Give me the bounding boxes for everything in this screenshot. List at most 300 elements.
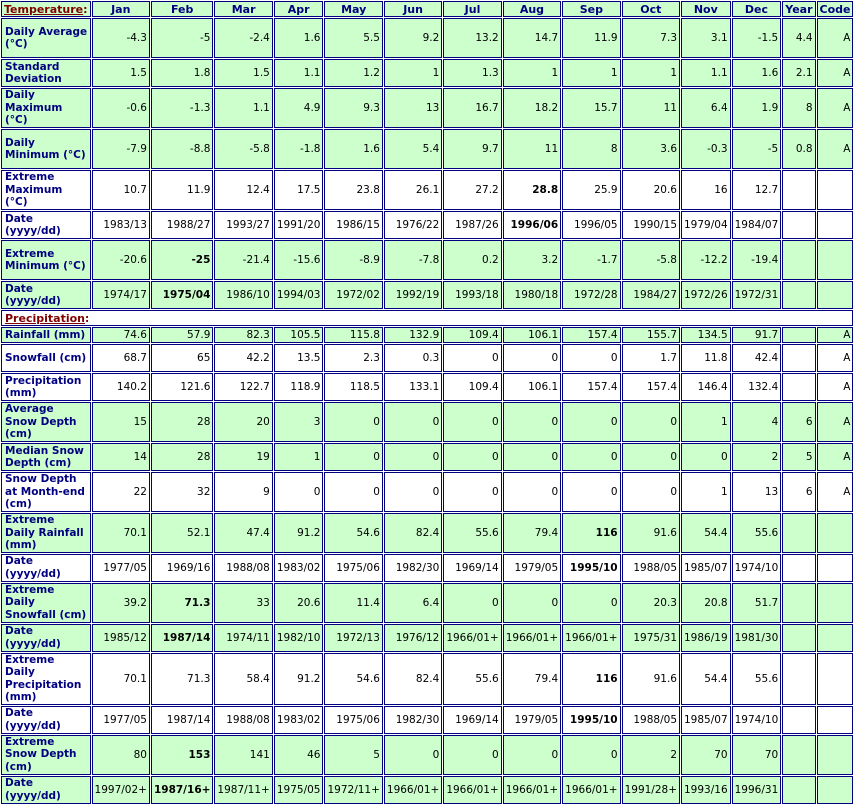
table-cell: 0 [562, 472, 620, 512]
table-cell: 1986/10 [214, 281, 272, 309]
col-may: May [324, 1, 382, 17]
table-cell: 28 [151, 402, 213, 442]
table-cell: 91.2 [274, 653, 324, 705]
table-cell: 118.5 [324, 373, 382, 401]
table-cell [817, 513, 854, 553]
table-cell: 1983/02 [274, 706, 324, 734]
table-cell: 106.1 [503, 327, 561, 343]
table-cell: -1.8 [274, 129, 324, 169]
table-cell [817, 583, 854, 623]
table-cell: 0 [503, 735, 561, 775]
table-cell: 1995/10 [562, 554, 620, 582]
row-label: Extreme Daily Precipitation (mm) [1, 653, 91, 705]
table-cell: 0 [324, 472, 382, 512]
table-cell: 1.9 [732, 88, 782, 128]
table-cell: 1 [274, 443, 324, 471]
table-cell: 1988/27 [151, 211, 213, 239]
table-cell: 1974/17 [92, 281, 150, 309]
table-cell: 8 [562, 129, 620, 169]
table-cell: 1980/18 [503, 281, 561, 309]
table-cell: 0 [622, 402, 680, 442]
table-cell: 6.4 [681, 88, 731, 128]
table-cell [782, 327, 815, 343]
table-cell: -12.2 [681, 240, 731, 280]
table-cell: 1966/01+ [384, 776, 442, 804]
table-cell: 39.2 [92, 583, 150, 623]
precipitation-header-row [1, 310, 853, 326]
table-cell: 0 [562, 443, 620, 471]
precipitation-section-link[interactable]: Precipitation [5, 311, 85, 325]
table-cell: 11.4 [324, 583, 382, 623]
table-cell: 133.1 [384, 373, 442, 401]
table-cell: 9.2 [384, 18, 442, 58]
table-cell: 1985/07 [681, 706, 731, 734]
table-cell: 55.6 [732, 513, 782, 553]
table-cell: 122.7 [214, 373, 272, 401]
table-cell: 1996/31 [732, 776, 782, 804]
table-cell: 12.4 [214, 170, 272, 210]
table-cell: A [817, 344, 854, 372]
row-label: Extreme Maximum (°C) [1, 170, 91, 210]
table-cell [817, 735, 854, 775]
table-row [1, 735, 853, 775]
table-cell: 2 [622, 735, 680, 775]
table-cell: 1991/28+ [622, 776, 680, 804]
table-cell: 52.1 [151, 513, 213, 553]
table-cell: 57.9 [151, 327, 213, 343]
table-cell: 1.5 [92, 59, 150, 87]
row-label: Snow Depth at Month-end (cm) [1, 472, 91, 512]
table-cell: 1982/30 [384, 554, 442, 582]
table-cell: 65 [151, 344, 213, 372]
table-cell: 5.5 [324, 18, 382, 58]
table-cell [817, 211, 854, 239]
table-cell: 134.5 [681, 327, 731, 343]
table-cell: 1986/15 [324, 211, 382, 239]
table-cell: 1994/03 [274, 281, 324, 309]
table-cell: 1979/05 [503, 706, 561, 734]
table-cell: 18.2 [503, 88, 561, 128]
table-cell: 109.4 [443, 373, 501, 401]
col-jun: Jun [384, 1, 442, 17]
table-cell: 42.4 [732, 344, 782, 372]
table-cell: 91.2 [274, 513, 324, 553]
table-cell: A [817, 402, 854, 442]
table-cell: 6 [782, 402, 815, 442]
table-cell: 1979/05 [503, 554, 561, 582]
table-cell: 1969/16 [151, 554, 213, 582]
table-cell: 1979/04 [681, 211, 731, 239]
table-cell: 4 [732, 402, 782, 442]
table-cell [782, 211, 815, 239]
table-cell: 19 [214, 443, 272, 471]
table-cell: 1972/11+ [324, 776, 382, 804]
table-cell: 10.7 [92, 170, 150, 210]
table-cell: 1977/05 [92, 706, 150, 734]
table-cell: 140.2 [92, 373, 150, 401]
table-cell [782, 624, 815, 652]
table-cell: 7.3 [622, 18, 680, 58]
table-cell: -21.4 [214, 240, 272, 280]
row-label: Extreme Daily Rainfall (mm) [1, 513, 91, 553]
table-cell: 2.3 [324, 344, 382, 372]
table-cell: 68.7 [92, 344, 150, 372]
table-cell: A [817, 373, 854, 401]
table-cell: -7.9 [92, 129, 150, 169]
col-feb: Feb [151, 1, 213, 17]
table-cell: 5.4 [384, 129, 442, 169]
col-aug: Aug [503, 1, 561, 17]
table-cell: 51.7 [732, 583, 782, 623]
table-cell: 1 [384, 59, 442, 87]
table-cell: 157.4 [562, 373, 620, 401]
table-cell: 116 [562, 653, 620, 705]
table-cell: 0 [324, 443, 382, 471]
table-row [1, 472, 853, 512]
table-cell: 1995/10 [562, 706, 620, 734]
table-cell: 15.7 [562, 88, 620, 128]
header-row [1, 1, 853, 17]
table-cell: -5.8 [622, 240, 680, 280]
table-cell: 82.4 [384, 513, 442, 553]
table-row [1, 373, 853, 401]
table-cell: 20.8 [681, 583, 731, 623]
table-cell: 54.4 [681, 513, 731, 553]
table-row [1, 281, 853, 309]
table-cell: 1996/05 [562, 211, 620, 239]
col-sep: Sep [562, 1, 620, 17]
table-cell: 91.6 [622, 513, 680, 553]
table-cell: A [817, 88, 854, 128]
precipitation-body [1, 327, 853, 804]
table-cell [817, 624, 854, 652]
col-jul: Jul [443, 1, 501, 17]
table-cell: 1988/05 [622, 554, 680, 582]
table-cell: 25.9 [562, 170, 620, 210]
col-code: Code [817, 1, 854, 17]
table-cell: 11.8 [681, 344, 731, 372]
table-cell: 1997/02+ [92, 776, 150, 804]
table-cell [782, 735, 815, 775]
table-cell: 1 [681, 402, 731, 442]
table-cell [782, 653, 815, 705]
row-label: Rainfall (mm) [1, 327, 91, 343]
table-cell: 0 [503, 402, 561, 442]
table-cell: 91.6 [622, 653, 680, 705]
col-jan: Jan [92, 1, 150, 17]
table-cell: 54.6 [324, 653, 382, 705]
table-cell: 46 [274, 735, 324, 775]
precipitation-section [1, 310, 853, 326]
table-cell: 70.1 [92, 653, 150, 705]
table-cell: 11 [503, 129, 561, 169]
col-mar: Mar [214, 1, 272, 17]
table-cell: 42.2 [214, 344, 272, 372]
table-cell [782, 170, 815, 210]
row-label: Standard Deviation [1, 59, 91, 87]
table-cell: 0 [622, 472, 680, 512]
table-cell: 1988/08 [214, 706, 272, 734]
table-cell: 79.4 [503, 653, 561, 705]
table-cell: 20.6 [622, 170, 680, 210]
table-cell: -1.3 [151, 88, 213, 128]
table-cell: 141 [214, 735, 272, 775]
table-cell: 71.3 [151, 653, 213, 705]
table-cell: 1966/01+ [443, 624, 501, 652]
table-cell: 1987/11+ [214, 776, 272, 804]
table-cell: 20.6 [274, 583, 324, 623]
table-cell: 1975/06 [324, 706, 382, 734]
table-cell: -19.4 [732, 240, 782, 280]
table-cell: 1972/02 [324, 281, 382, 309]
table-cell: A [817, 472, 854, 512]
table-row [1, 624, 853, 652]
table-cell: 11.9 [151, 170, 213, 210]
table-cell: 13 [732, 472, 782, 512]
table-cell [817, 776, 854, 804]
table-cell: -15.6 [274, 240, 324, 280]
table-cell [817, 170, 854, 210]
table-cell: 33 [214, 583, 272, 623]
table-cell: 0.3 [384, 344, 442, 372]
table-cell: 0 [384, 735, 442, 775]
table-row [1, 653, 853, 705]
table-cell: 153 [151, 735, 213, 775]
table-cell: 0 [503, 472, 561, 512]
table-cell: 121.6 [151, 373, 213, 401]
table-cell: 1988/05 [622, 706, 680, 734]
table-cell: 80 [92, 735, 150, 775]
table-cell: 2.1 [782, 59, 815, 87]
row-label: Date (yyyy/dd) [1, 624, 91, 652]
temperature-body [1, 18, 853, 309]
table-cell: 5 [324, 735, 382, 775]
table-cell: -20.6 [92, 240, 150, 280]
table-row [1, 18, 853, 58]
table-cell: -5 [151, 18, 213, 58]
table-cell: 1974/11 [214, 624, 272, 652]
table-cell: 0 [562, 344, 620, 372]
table-cell: 1984/07 [732, 211, 782, 239]
table-cell: 1966/01+ [562, 776, 620, 804]
table-cell: 0 [503, 583, 561, 623]
table-cell: 0.8 [782, 129, 815, 169]
table-cell: 1977/05 [92, 554, 150, 582]
table-cell: 1987/14 [151, 624, 213, 652]
table-cell: 5 [782, 443, 815, 471]
table-cell: 1969/14 [443, 554, 501, 582]
table-cell: 1.5 [214, 59, 272, 87]
table-cell: 13 [384, 88, 442, 128]
table-cell: 1969/14 [443, 706, 501, 734]
table-cell: 70 [732, 735, 782, 775]
table-cell: 1.7 [622, 344, 680, 372]
table-cell: 0 [622, 443, 680, 471]
col-oct: Oct [622, 1, 680, 17]
row-label: Date (yyyy/dd) [1, 776, 91, 804]
table-cell: 1.6 [324, 129, 382, 169]
table-cell: 0 [443, 735, 501, 775]
table-cell: 1.3 [443, 59, 501, 87]
table-cell: 1.6 [274, 18, 324, 58]
table-cell: 58.4 [214, 653, 272, 705]
table-cell: 0 [443, 472, 501, 512]
table-cell: 6.4 [384, 583, 442, 623]
table-cell: 0 [274, 472, 324, 512]
table-cell: 1983/13 [92, 211, 150, 239]
table-cell: 1984/27 [622, 281, 680, 309]
table-cell: 1 [562, 59, 620, 87]
row-label: Extreme Daily Snowfall (cm) [1, 583, 91, 623]
table-cell: -8.9 [324, 240, 382, 280]
table-cell: 0 [503, 443, 561, 471]
temperature-section-link[interactable]: Temperature [4, 2, 84, 16]
table-cell: -25 [151, 240, 213, 280]
table-cell: 1987/26 [443, 211, 501, 239]
table-cell: -0.6 [92, 88, 150, 128]
table-cell: 3 [274, 402, 324, 442]
row-label: Date (yyyy/dd) [1, 211, 91, 239]
table-cell: 132.9 [384, 327, 442, 343]
table-cell [782, 344, 815, 372]
table-cell: 79.4 [503, 513, 561, 553]
table-cell: 115.8 [324, 327, 382, 343]
table-cell: 1972/26 [681, 281, 731, 309]
table-cell: 1 [503, 59, 561, 87]
precipitation-header[interactable]: Precipitation: [1, 310, 853, 326]
table-cell: 91.7 [732, 327, 782, 343]
table-cell: 3.6 [622, 129, 680, 169]
table-cell: 1.1 [274, 59, 324, 87]
table-cell: 1986/19 [681, 624, 731, 652]
table-cell: 1972/28 [562, 281, 620, 309]
table-cell: 4.4 [782, 18, 815, 58]
table-cell: 1966/01+ [562, 624, 620, 652]
table-cell: 155.7 [622, 327, 680, 343]
table-cell: 1985/07 [681, 554, 731, 582]
table-cell: -8.8 [151, 129, 213, 169]
table-cell: 0 [384, 472, 442, 512]
table-cell [817, 653, 854, 705]
table-cell: A [817, 18, 854, 58]
table-cell: 16.7 [443, 88, 501, 128]
table-cell: 1975/05 [274, 776, 324, 804]
table-cell: 55.6 [732, 653, 782, 705]
table-cell: 1974/10 [732, 554, 782, 582]
table-cell: 1972/31 [732, 281, 782, 309]
table-cell: 13.2 [443, 18, 501, 58]
table-cell: 20 [214, 402, 272, 442]
table-cell: 0 [562, 735, 620, 775]
table-cell: 16 [681, 170, 731, 210]
col-apr: Apr [274, 1, 324, 17]
table-cell: -5.8 [214, 129, 272, 169]
table-cell: 1972/13 [324, 624, 382, 652]
table-cell: 13.5 [274, 344, 324, 372]
table-cell [782, 281, 815, 309]
table-cell [817, 281, 854, 309]
table-cell: 74.6 [92, 327, 150, 343]
table-cell: 54.6 [324, 513, 382, 553]
table-cell: 2 [732, 443, 782, 471]
table-cell: 0 [443, 402, 501, 442]
table-cell: 9.7 [443, 129, 501, 169]
table-cell: 82.4 [384, 653, 442, 705]
table-cell: 0 [681, 443, 731, 471]
table-cell: 1983/02 [274, 554, 324, 582]
table-cell: 106.1 [503, 373, 561, 401]
row-label: Median Snow Depth (cm) [1, 443, 91, 471]
table-cell: 0 [443, 583, 501, 623]
table-cell: 28.8 [503, 170, 561, 210]
table-cell: 1981/30 [732, 624, 782, 652]
table-cell: 0.2 [443, 240, 501, 280]
table-cell: 1985/12 [92, 624, 150, 652]
row-label: Extreme Minimum (°C) [1, 240, 91, 280]
table-cell [817, 240, 854, 280]
table-cell: 1992/19 [384, 281, 442, 309]
row-label: Date (yyyy/dd) [1, 706, 91, 734]
table-cell: 1975/06 [324, 554, 382, 582]
table-cell: 22 [92, 472, 150, 512]
table-row [1, 344, 853, 372]
table-cell [782, 583, 815, 623]
table-cell: 82.3 [214, 327, 272, 343]
table-cell: 1975/31 [622, 624, 680, 652]
table-cell: 20.3 [622, 583, 680, 623]
row-label: Date (yyyy/dd) [1, 554, 91, 582]
table-cell: -1.5 [732, 18, 782, 58]
table-cell: 28 [151, 443, 213, 471]
row-label: Precipitation (mm) [1, 373, 91, 401]
table-cell: 0 [384, 443, 442, 471]
row-label: Daily Maximum (°C) [1, 88, 91, 128]
table-cell: 71.3 [151, 583, 213, 623]
table-cell: 47.4 [214, 513, 272, 553]
table-cell: 1991/20 [274, 211, 324, 239]
table-cell: 0 [562, 583, 620, 623]
table-cell: 146.4 [681, 373, 731, 401]
table-cell: 70 [681, 735, 731, 775]
table-cell: 1974/10 [732, 706, 782, 734]
table-cell: 109.4 [443, 327, 501, 343]
table-cell [782, 373, 815, 401]
row-label: Daily Minimum (°C) [1, 129, 91, 169]
table-cell [782, 513, 815, 553]
table-cell: 0 [324, 402, 382, 442]
row-label: Date (yyyy/dd) [1, 281, 91, 309]
table-cell: 11 [622, 88, 680, 128]
table-row [1, 402, 853, 442]
table-cell: 9 [214, 472, 272, 512]
table-cell: 55.6 [443, 653, 501, 705]
table-cell: 1.2 [324, 59, 382, 87]
temperature-header[interactable]: Temperature: [1, 1, 91, 17]
table-cell: 1982/10 [274, 624, 324, 652]
table-cell: -4.3 [92, 18, 150, 58]
col-dec: Dec [732, 1, 782, 17]
table-cell: 17.5 [274, 170, 324, 210]
table-cell: 1982/30 [384, 706, 442, 734]
table-cell [782, 776, 815, 804]
row-label: Average Snow Depth (cm) [1, 402, 91, 442]
table-cell: 23.8 [324, 170, 382, 210]
table-cell: -1.7 [562, 240, 620, 280]
table-row [1, 583, 853, 623]
row-label: Extreme Snow Depth (cm) [1, 735, 91, 775]
table-cell: 157.4 [622, 373, 680, 401]
table-cell: 1976/12 [384, 624, 442, 652]
